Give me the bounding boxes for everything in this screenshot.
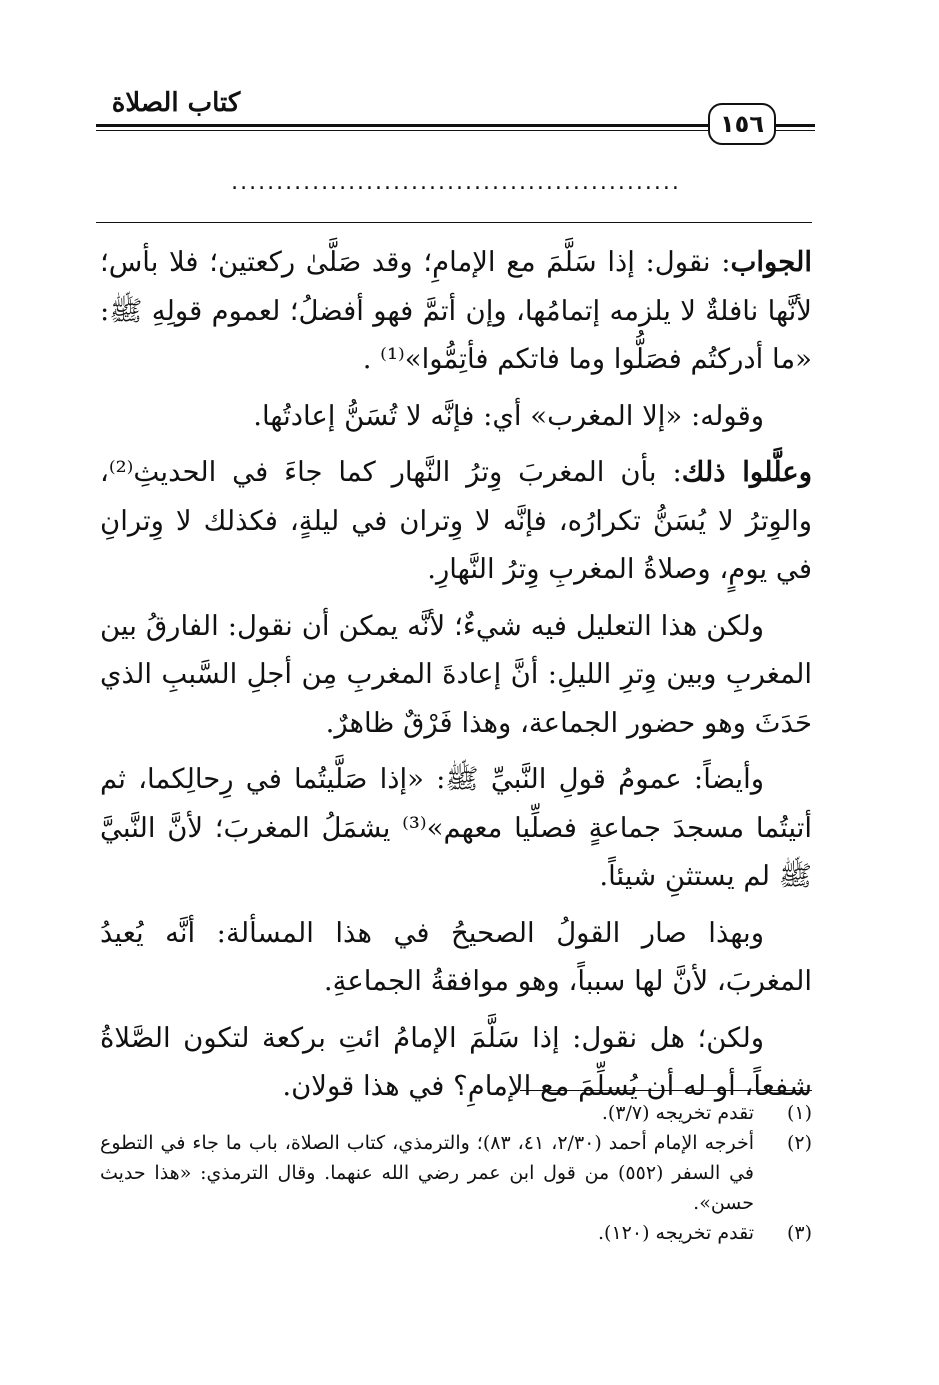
paragraph-body: وأيضاً: عمومُ قولِ النَّبيِّ ﷺ: «إذا صَلَّيتُما في رِحالِكما، ثم أتيتُما مسجدَ جماعةٍ فصلِّيا معهم»⁽³⁾ يشمَلُ المغربَ؛ لأنَّ النَّبيَّ ﷺ لم يستثنِ شيئاً. [100, 763, 812, 892]
main-text [100, 238, 812, 1119]
paragraph-body: وبهذا صار القولُ الصحيحُ في هذا المسألة: أنَّه يُعيدُ المغربَ، لأنَّ لها سبباً، وهو موافقةُ الجماعةِ. [100, 916, 812, 997]
footnote [100, 1098, 812, 1128]
footnote [100, 1218, 812, 1248]
paragraph-body: : نقول: إذا سَلَّمَ مع الإمامِ؛ وقد صَلَّىٰ ركعتين؛ فلا بأس؛ لأنَّها نافلةٌ لا يلزمه إتمامُها، وإن أتمَّ فهو أفضلُ؛ لعموم قولِهِ ﷺ: «ما أدركتُم فصَلُّوا وما فاتكم فأتِمُّوا»⁽¹⁾ . [100, 246, 812, 375]
paragraph-body: : بأن المغربَ وِترُ النَّهار كما جاءَ في الحديثِ⁽²⁾، والوِترُ لا يُسَنُّ تكرارُه، فإنَّه لا وِتران في ليلةٍ، فكذلك لا وِترانِ في يومٍ، وصلاةُ المغربِ وِترُ النَّهارِ. [100, 456, 812, 585]
footnotes [100, 1098, 812, 1248]
footnote-text: تقدم تخريجه (١٢٠). [598, 1222, 754, 1244]
footnote-number: (٢) [786, 1132, 812, 1154]
paragraph-answer [100, 238, 812, 384]
paragraph-body: وقوله: «إلا المغرب» أي: فإنَّه لا تُسَنُّ إعادتُها. [253, 399, 764, 432]
paragraph-reasoning [100, 448, 812, 594]
section-divider [96, 222, 812, 223]
footnote-text: تقدم تخريجه (٣/٧). [601, 1102, 754, 1124]
paragraph-lead: الجواب [730, 246, 812, 278]
footnote-text: أخرجه الإمام أحمد (٢/٣٠، ٤١، ٨٣)؛ والترمذي، كتاب الصلاة، باب ما جاء في التطوع في السفر (٥٥٢) من قول ابن عمر رضي الله عنهما. وقال الترمذي: «هذا حديث حسن». [100, 1132, 755, 1214]
book-title: كتاب الصلاة [111, 88, 241, 118]
header-rule-right [775, 124, 815, 131]
footnote-number: (١) [786, 1102, 812, 1124]
paragraph [100, 755, 812, 901]
paragraph [100, 1014, 812, 1111]
paragraph [100, 392, 812, 441]
footnote [100, 1128, 812, 1218]
footnote-divider [520, 1090, 812, 1091]
paragraph-body: ولكن هذا التعليل فيه شيءٌ؛ لأنَّه يمكن أن نقول: الفارقُ بين المغربِ وبين وِترِ الليلِ: أنَّ إعادةَ المغربِ مِن أجلِ السَّببِ الذي حَدَثَ وهو حضور الجماعة، وهذا فَرْقٌ ظاهرٌ. [100, 609, 812, 739]
dotted-ornament: .................................................. [231, 170, 681, 195]
footnote-number: (٣) [786, 1222, 812, 1244]
paragraph [100, 909, 812, 1006]
page-number: ١٥٦ [708, 103, 776, 145]
paragraph-body: ولكن؛ هل نقول: إذا سَلَّمَ الإمامُ ائتِ بركعة لتكون الصَّلاةُ شفعاً، أو له أن يُسلِّمَ مع الإمامِ؟ في هذا قولان. [100, 1021, 812, 1102]
paragraph [100, 602, 812, 748]
paragraph-lead: وعلَّلوا ذلك [681, 456, 812, 488]
header-rule-left [96, 124, 710, 131]
